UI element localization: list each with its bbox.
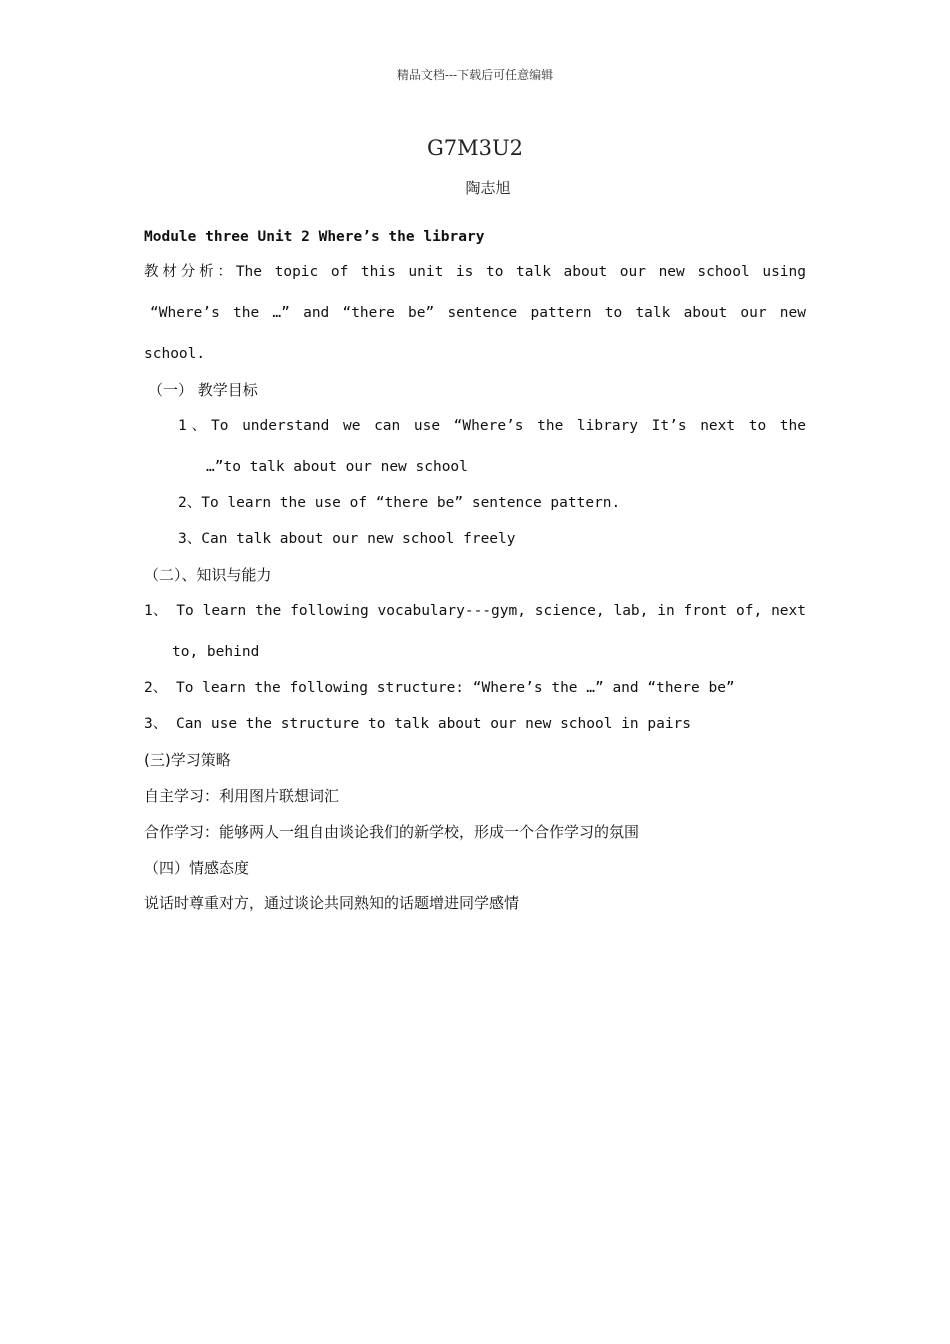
header-note: 精品文档---下载后可任意编辑: [396, 68, 554, 82]
module-heading: Module three Unit 2 Where’s the library: [144, 229, 485, 245]
section-2-item-1-line-1: 1、 To learn the following vocabulary---gym, science, lab, in front of, next: [144, 603, 806, 619]
section-3-line-2: 合作学习：能够两人一组自由谈论我们的新学校，形成一个合作学习的氛围: [144, 823, 640, 841]
section-1-item-1-line-2: …”to talk about our new school: [206, 459, 468, 475]
analysis-line-1: 教材分析：The topic of this unit is to talk about our new school using: [144, 264, 806, 280]
section-4-title: （四）情感态度: [144, 859, 250, 877]
section-4-line-1: 说话时尊重对方，通过谈论共同熟知的话题增进同学感情: [144, 894, 520, 912]
section-1-title: （一） 教学目标: [148, 381, 258, 399]
section-1-item-2: 2、To learn the use of “there be” sentence pattern.: [178, 495, 621, 511]
analysis-line-2: “Where’s the …” and “there be” sentence pattern to talk about our new: [150, 305, 806, 321]
section-1-item-1-line-1: 1、To understand we can use “Where’s the library It’s next to the: [178, 418, 806, 434]
section-1-item-3: 3、Can talk about our new school freely: [178, 531, 516, 547]
section-2-item-2: 2、 To learn the following structure: “Where’s the …” and “there be”: [144, 680, 735, 696]
section-3-title: (三)学习策略: [144, 751, 231, 769]
document-author: 陶志旭: [465, 179, 511, 197]
section-2-title: （二）、知识与能力: [144, 566, 272, 584]
section-2-item-3: 3、 Can use the structure to talk about our new school in pairs: [144, 716, 692, 732]
section-2-item-1-line-2: to, behind: [172, 644, 260, 660]
document-title: G7M3U2: [426, 136, 524, 160]
analysis-line-3: school.: [144, 346, 206, 362]
section-3-line-1: 自主学习：利用图片联想词汇: [144, 787, 340, 805]
